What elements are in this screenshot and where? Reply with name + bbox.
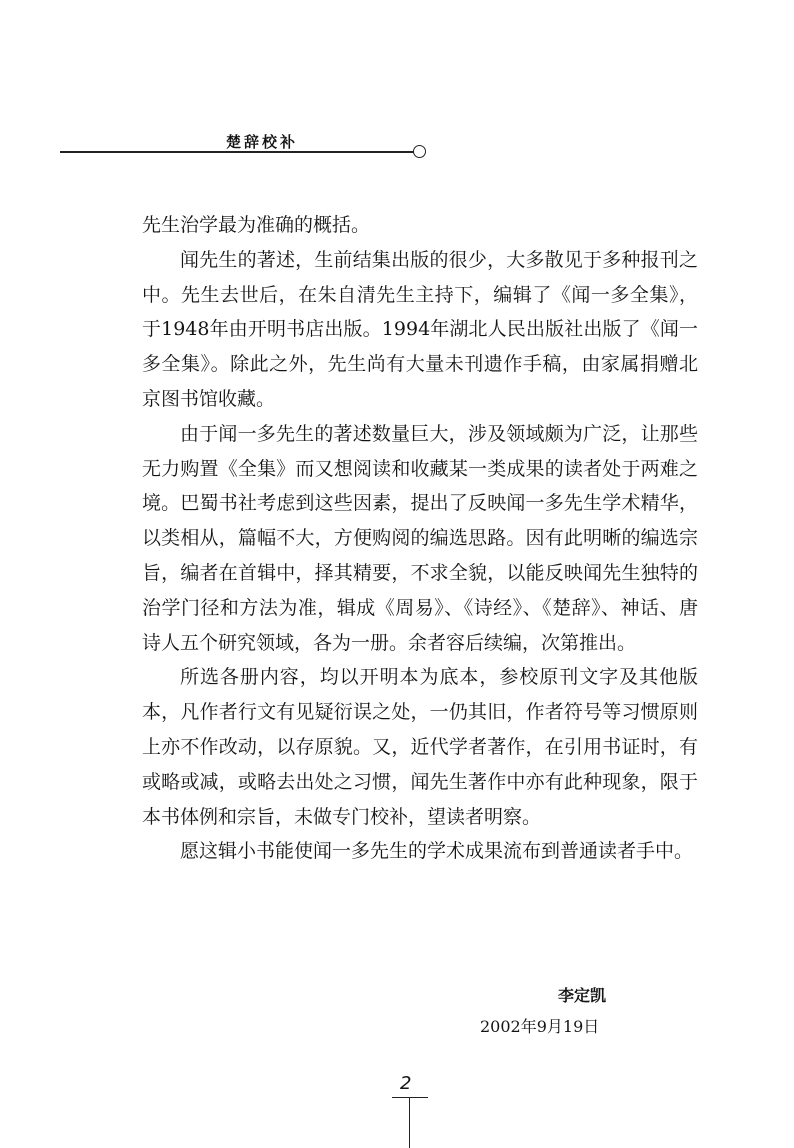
paragraph: 所选各册内容，均以开明本为底本，参校原刊文字及其他版本，凡作者行文有见疑衍误之处，一仍其旧，作者符号等习惯原则上亦不作改动，以存原貌。又，近代学者著作，在引用书证时，有或略或减，或略去出处之习惯，闻先生著作中亦有此种现象，限于本书体例和宗旨，未做专门校补，望读者明察。 [142, 666, 698, 828]
paragraph: 由于闻一多先生的著述数量巨大，涉及领域颇为广泛，让那些无力购置《全集》而又想阅读和收藏某一类成果的读者处于两难之境。巴蜀书社考虑到这些因素，提出了反映闻一多先生学术精华，以类相从，篇幅不大，方便购阅的编选思路。因有此明晰的编选宗旨，编者在首辑中，择其精要，不求全貌，以能反映闻先生独特的治学门径和方法为准，辑成《周易》、《诗经》、《楚辞》、神话、唐诗人五个研究领域，各为一册。余者容后续编，次第推出。 [142, 422, 698, 654]
paragraph-continuation: 先生治学最为准确的概括。 [142, 214, 371, 236]
signature-date: 2002年9月19日 [480, 1017, 600, 1036]
running-header-title: 楚辞校补 [226, 133, 299, 151]
footer-rule [392, 1097, 428, 1098]
paragraph: 愿这辑小书能使闻一多先生的学术成果流布到普通读者手中。 [180, 840, 694, 863]
page-number: 2 [400, 1073, 412, 1094]
header-rule-circle-ornament [413, 145, 426, 158]
body-text [142, 208, 698, 869]
signature-name: 李定凯 [558, 986, 607, 1005]
paragraph: 闻先生的著述，生前结集出版的很少，大多散见于多种报刊之中。先生去世后，在朱自清先生主持下，编辑了《闻一多全集》，于1948年由开明书店出版。1994年湖北人民出版社出版了《闻一多全集》。除此之外，先生尚有大量未刊遗作手稿，由家属捐赠北京图书馆收藏。 [142, 248, 698, 410]
header-rule [60, 151, 415, 153]
footer-stem-line [409, 1098, 410, 1148]
